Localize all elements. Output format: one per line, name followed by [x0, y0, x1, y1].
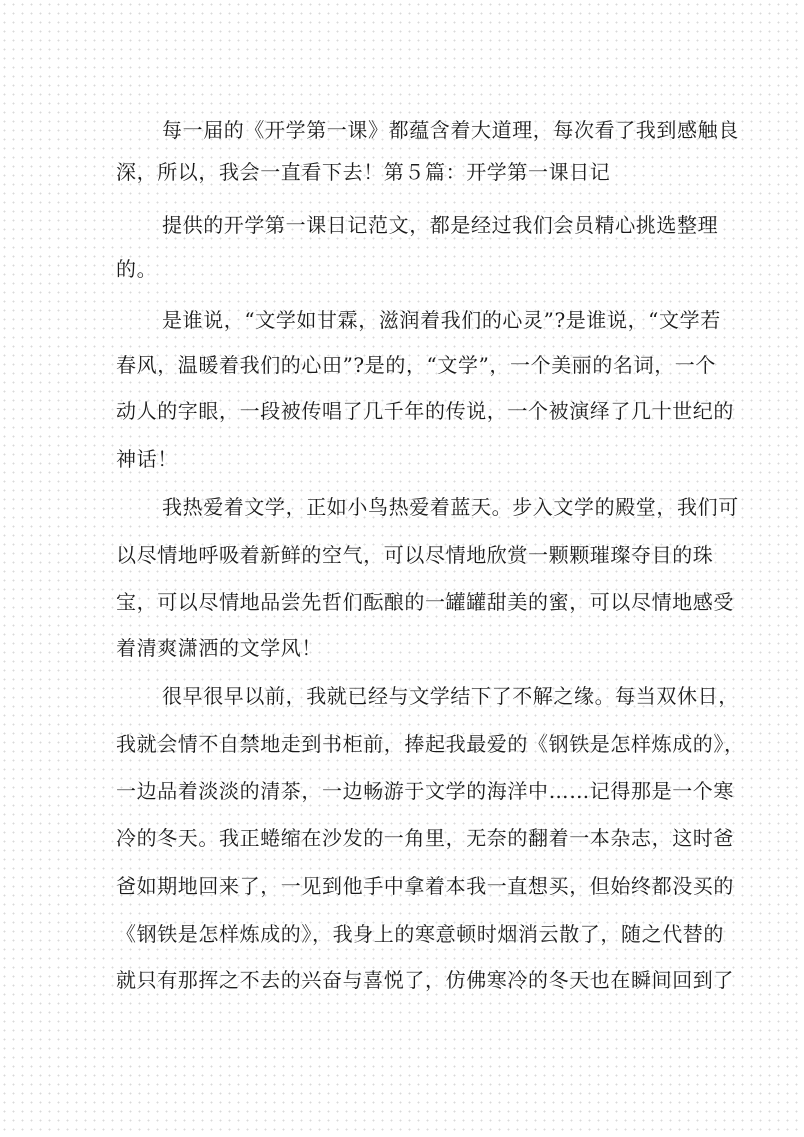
- text-line: 很早很早以前，我就已经与文学结下了不解之缘。每当双休日，: [162, 684, 739, 708]
- text-line: 我热爱着文学，正如小鸟热爱着蓝天。步入文学的殿堂，我们可: [162, 495, 739, 519]
- text-line: 着清爽潇洒的文学风！: [116, 636, 322, 660]
- text-line: 《钢铁是怎样炼成的》，我身上的寒意顿时烟消云散了，随之代替的: [116, 922, 724, 946]
- text-line: 的。: [116, 257, 158, 281]
- text-line: 爸如期地回来了，一见到他手中拿着本我一直想买，但始终都没买的: [116, 874, 734, 898]
- text-line: 就只有那挥之不去的兴奋与喜悦了，仿佛寒冷的冬天也在瞬间回到了: [116, 968, 734, 992]
- text-line: 宝，可以尽情地品尝先哲们酝酿的一罐罐甜美的蜜，可以尽情地感受: [116, 590, 734, 614]
- text-line: 一边品着淡淡的清茶，一边畅游于文学的海洋中……记得那是一个寒: [116, 779, 734, 803]
- text-line: 以尽情地呼吸着新鲜的空气，可以尽情地欣赏一颗颗璀璨夺目的珠: [116, 543, 714, 567]
- text-line: 动人的字眼，一段被传唱了几千年的传说，一个被演绎了几十世纪的: [116, 399, 734, 423]
- text-line: 春风，温暖着我们的心田”?是的，“文学”，一个美丽的名词，一个: [116, 353, 716, 377]
- text-line: 我就会情不自禁地走到书柜前，捧起我最爱的《钢铁是怎样炼成的》，: [116, 732, 745, 756]
- text-line: 神话！: [116, 447, 178, 471]
- text-line: 每一届的《开学第一课》都蕴含着大道理，每次看了我到感触良: [162, 118, 739, 142]
- text-line: 深，所以，我会一直看下去！第５篇：开学第一课日记: [116, 160, 611, 184]
- text-line: 提供的开学第一课日记范文，都是经过我们会员精心挑选整理: [162, 213, 719, 237]
- text-line: 是谁说，“文学如甘霖，滋润着我们的心灵”?是谁说，“文学若: [162, 308, 721, 332]
- text-line: 冷的冬天。我正蜷缩在沙发的一角里，无奈的翻着一本杂志，这时爸: [116, 826, 734, 850]
